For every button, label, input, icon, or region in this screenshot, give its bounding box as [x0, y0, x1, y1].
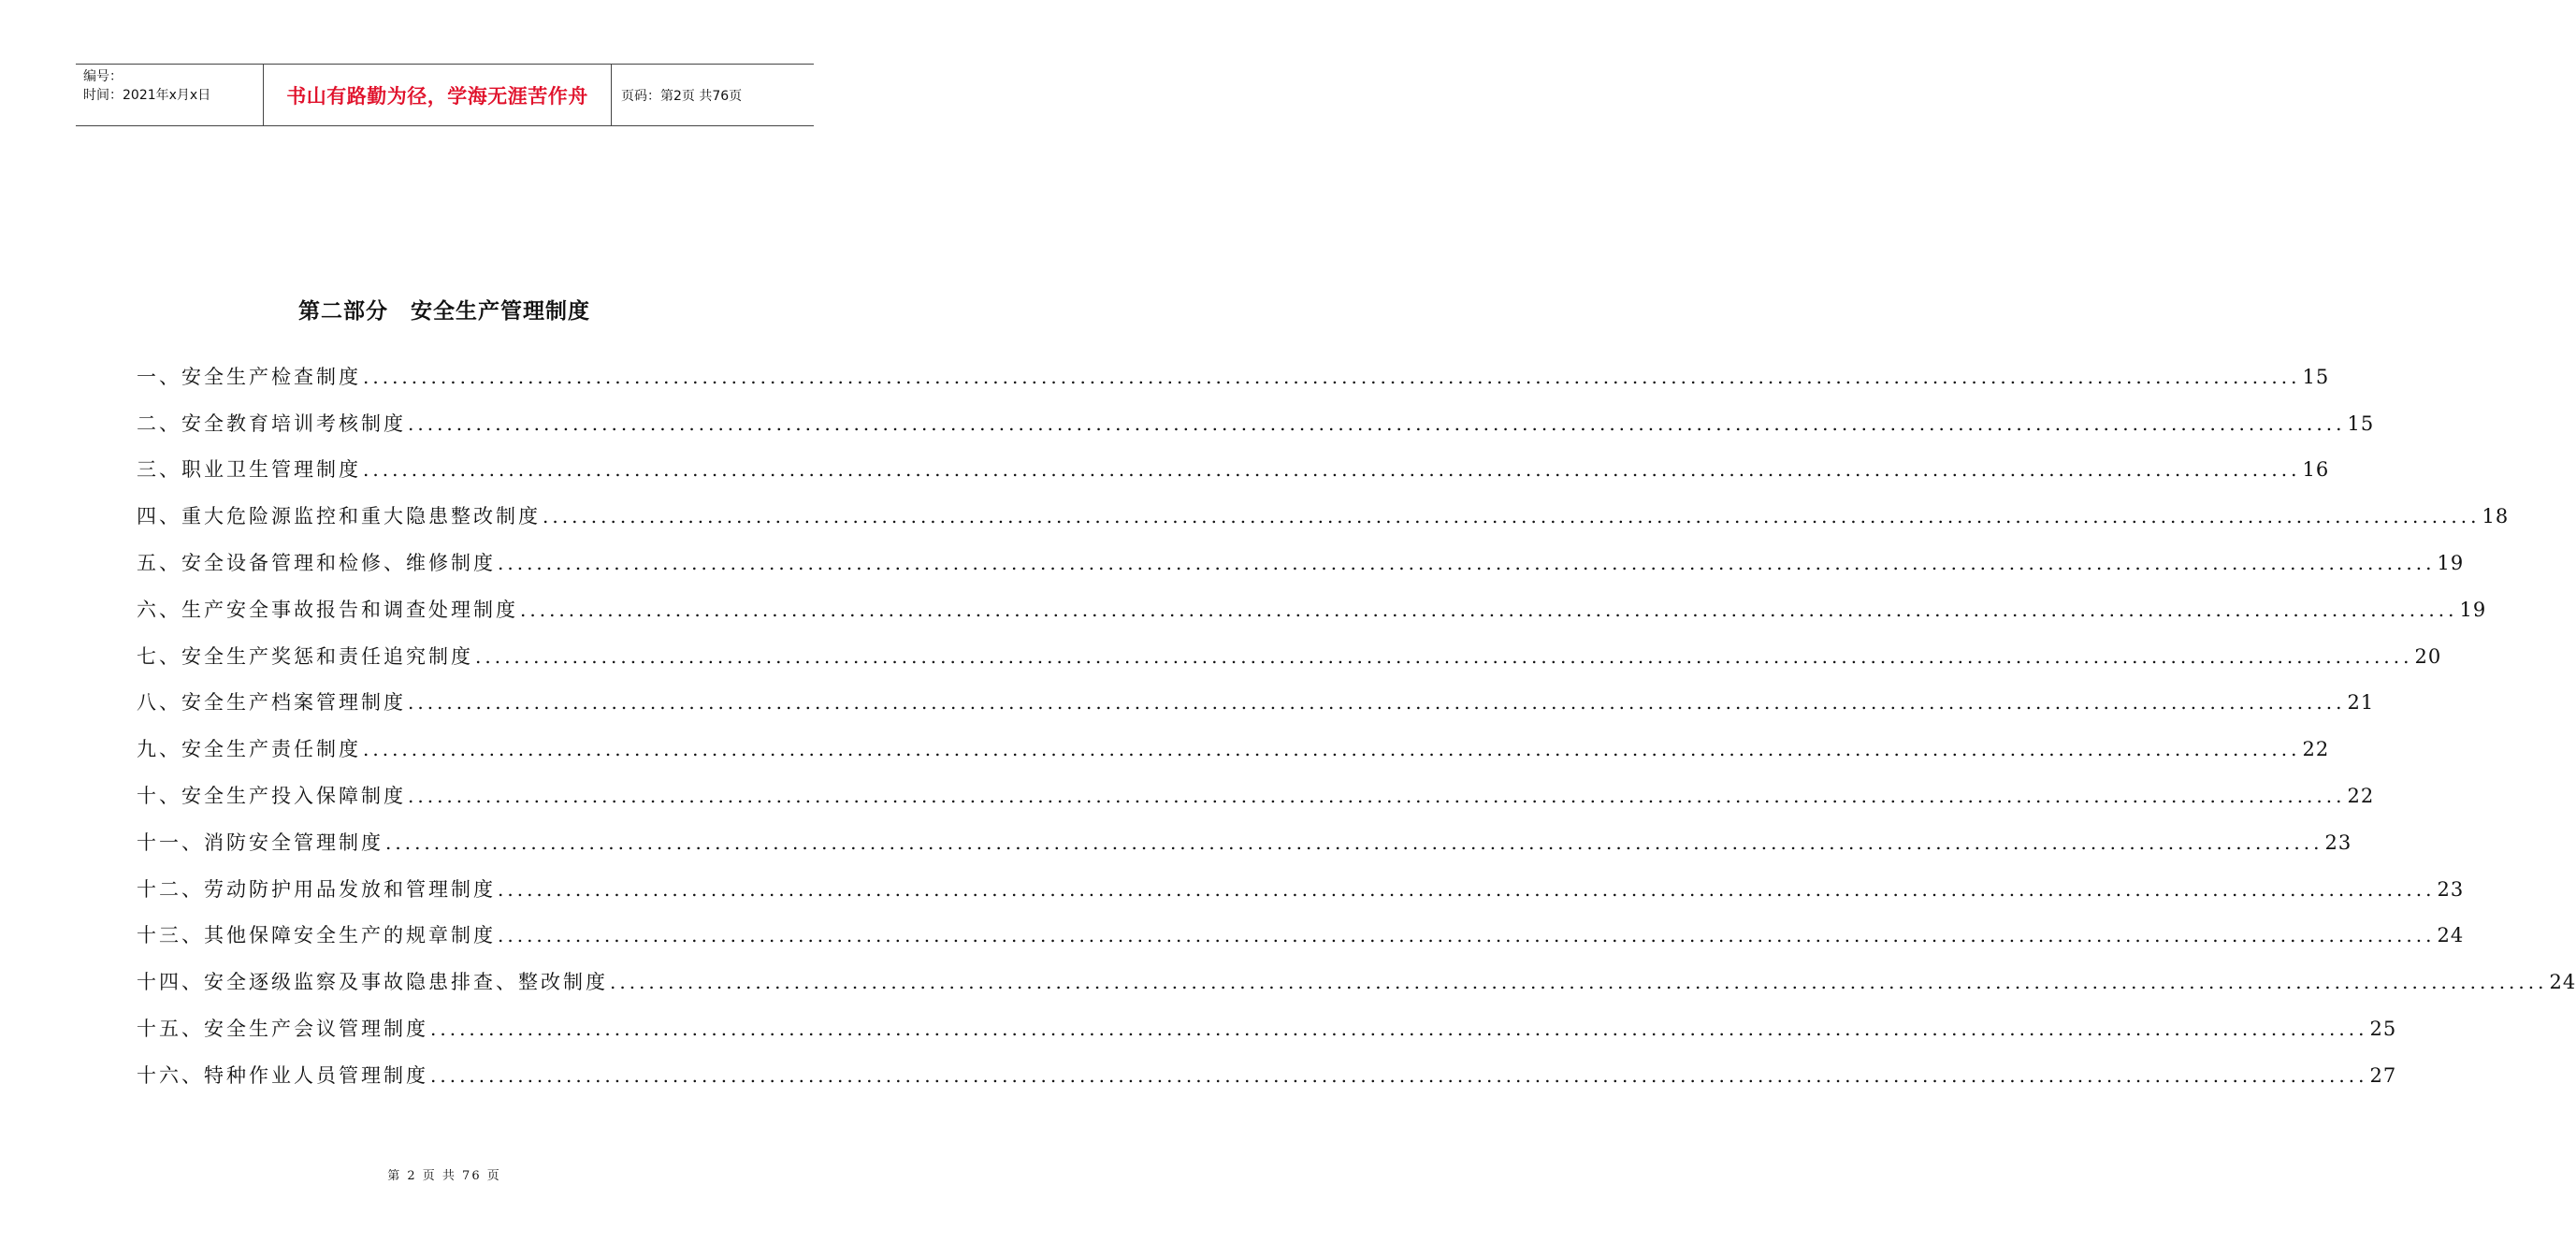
- toc-entry-label: 六、生产安全事故报告和调查处理制度: [137, 598, 518, 621]
- toc-entry[interactable]: [137, 577, 2487, 624]
- section-title: 第二部分 安全生产管理制度: [298, 298, 590, 324]
- toc-entry[interactable]: [137, 716, 2330, 763]
- toc-entry-page: 15: [2347, 412, 2375, 435]
- toc-leader-dots: ........................................................................................................................................................................................................: [408, 784, 2346, 807]
- toc-entry[interactable]: [137, 344, 2330, 391]
- page-footer: 第 2 页 共 76 页: [387, 1169, 501, 1183]
- toc-entry[interactable]: [137, 624, 2442, 671]
- toc-entry-label: 七、安全生产奖惩和责任追究制度: [137, 644, 473, 668]
- toc-entry-page: 24: [2437, 924, 2465, 947]
- document-number-label: 编号：: [83, 69, 123, 84]
- toc-leader-dots: ........................................................................................................................................................................................................: [498, 924, 2436, 947]
- toc-entry-label: 十六、特种作业人员管理制度: [137, 1063, 428, 1087]
- toc-entry[interactable]: [137, 438, 2330, 484]
- toc-leader-dots: ........................................................................................................................................................................................................: [498, 551, 2436, 574]
- toc-leader-dots: ........................................................................................................................................................................................................: [385, 831, 2323, 854]
- toc-leader-dots: ........................................................................................................................................................................................................: [543, 505, 2481, 528]
- toc-entry[interactable]: [137, 949, 2576, 996]
- toc-entry-label: 一、安全生产检查制度: [137, 365, 361, 388]
- toc-entry-page: 23: [2437, 877, 2465, 901]
- toc-leader-dots: ........................................................................................................................................................................................................: [408, 412, 2346, 435]
- toc-entry-label: 五、安全设备管理和检修、维修制度: [137, 551, 496, 574]
- toc-leader-dots: ........................................................................................................................................................................................................: [430, 1017, 2368, 1040]
- toc-entry[interactable]: [137, 1043, 2397, 1090]
- toc-entry-page: 21: [2347, 691, 2375, 715]
- toc-entry-page: 24: [2549, 971, 2576, 994]
- toc-entry-label: 十二、劳动防护用品发放和管理制度: [137, 877, 496, 901]
- toc-entry-page: 18: [2482, 505, 2510, 528]
- toc-entry-page: 19: [2459, 598, 2487, 621]
- toc-entry-page: 16: [2302, 458, 2330, 482]
- toc-entry-label: 三、职业卫生管理制度: [137, 458, 361, 482]
- page-header: [76, 64, 814, 126]
- toc-leader-dots: ........................................................................................................................................................................................................: [475, 644, 2413, 668]
- toc-entry-page: 19: [2437, 551, 2465, 574]
- toc-entry-page: 20: [2414, 644, 2442, 668]
- toc-entry-label: 十三、其他保障安全生产的规章制度: [137, 924, 496, 947]
- toc-entry[interactable]: [137, 903, 2465, 950]
- toc-entry[interactable]: [137, 996, 2397, 1043]
- toc-entry-page: 25: [2369, 1017, 2397, 1040]
- toc-entry[interactable]: [137, 671, 2375, 717]
- toc-entry[interactable]: [137, 763, 2375, 810]
- toc-entry[interactable]: [137, 810, 2352, 857]
- toc-entry-label: 十一、消防安全管理制度: [137, 831, 384, 854]
- toc-entry-page: 23: [2324, 831, 2352, 854]
- table-of-contents: [137, 344, 2576, 1090]
- toc-leader-dots: ........................................................................................................................................................................................................: [610, 971, 2548, 994]
- toc-entry[interactable]: [137, 391, 2375, 438]
- toc-entry-label: 二、安全教育培训考核制度: [137, 412, 406, 435]
- toc-leader-dots: ........................................................................................................................................................................................................: [363, 365, 2301, 388]
- header-page-info: 页码：第2页 共76页: [621, 88, 743, 104]
- toc-entry[interactable]: [137, 484, 2510, 530]
- toc-entry-page: 15: [2302, 365, 2330, 388]
- toc-entry-label: 八、安全生产档案管理制度: [137, 691, 406, 715]
- document-time-label: 时间：2021年x月x日: [83, 88, 211, 103]
- toc-entry-label: 十四、安全逐级监察及事故隐患排查、整改制度: [137, 971, 608, 994]
- toc-leader-dots: ........................................................................................................................................................................................................: [498, 877, 2436, 901]
- toc-leader-dots: ........................................................................................................................................................................................................: [363, 738, 2301, 761]
- toc-entry[interactable]: [137, 857, 2465, 903]
- header-meta: [76, 65, 264, 125]
- toc-entry-label: 十、安全生产投入保障制度: [137, 784, 406, 807]
- toc-entry-page: 27: [2369, 1063, 2397, 1087]
- toc-entry-page: 22: [2347, 784, 2375, 807]
- toc-entry-label: 九、安全生产责任制度: [137, 738, 361, 761]
- toc-leader-dots: ........................................................................................................................................................................................................: [363, 458, 2301, 482]
- toc-entry[interactable]: [137, 530, 2465, 577]
- header-motto: 书山有路勤为径，学海无涯苦作舟: [264, 65, 612, 125]
- toc-entry-page: 22: [2302, 738, 2330, 761]
- toc-leader-dots: ........................................................................................................................................................................................................: [430, 1063, 2368, 1087]
- toc-entry-label: 十五、安全生产会议管理制度: [137, 1017, 428, 1040]
- toc-leader-dots: ........................................................................................................................................................................................................: [520, 598, 2458, 621]
- toc-entry-label: 四、重大危险源监控和重大隐患整改制度: [137, 505, 541, 528]
- toc-leader-dots: ........................................................................................................................................................................................................: [408, 691, 2346, 715]
